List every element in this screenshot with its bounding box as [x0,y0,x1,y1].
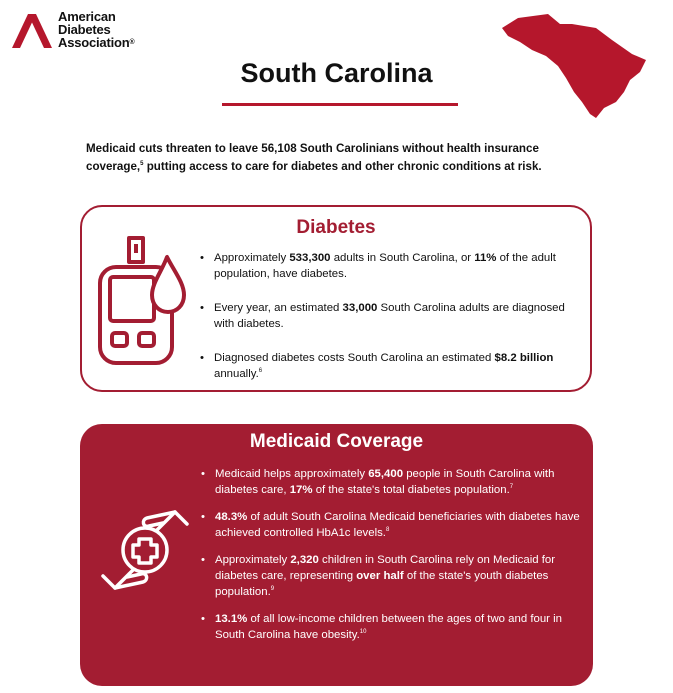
fact-text: adults in South Carolina, or [330,252,475,264]
footnote: 10 [359,629,367,636]
footnote: 7 [509,484,514,491]
diabetes-fact-diagnosed [200,300,575,332]
intro-text-2: putting access to care for diabetes and other chronic conditions at risk. [143,160,542,173]
fact-number: 65,400 [368,468,404,480]
medicaid-fact-obesity [201,611,586,643]
fact-text: Every year, an estimated [214,302,343,314]
medicaid-heading: Medicaid Coverage [249,431,424,452]
fact-text: Diagnosed diabetes costs South Carolina an estimated [214,352,495,364]
fact-text: of adult South Carolina Medicaid beneficiaries with diabetes have achieved controlled HbA1c levels. [215,511,580,539]
medicaid-fact-people [201,466,586,498]
diabetes-fact-cost [200,350,575,382]
intro-footnote: 5 [140,161,144,168]
logo-line-association: Association [58,35,130,50]
fact-text: annually. [214,368,259,380]
fact-text: people in South Carolina with diabetes care, [215,468,555,496]
fact-text: Approximately [215,554,291,566]
footnote: 9 [270,586,275,593]
fact-number: $8.2 billion [494,352,554,364]
fact-text: of the state's youth diabetes population. [215,570,549,598]
fact-number: over half [356,570,404,582]
fact-text: Medicaid helps approximately [215,468,369,480]
fact-text: South Carolina adults are diagnosed with diabetes. [214,302,565,330]
registered-mark: ® [129,39,135,46]
hands-medical-cross-icon [95,504,195,596]
diabetes-heading: Diabetes [296,217,376,238]
intro-text-1: Medicaid cuts threaten to leave 56,108 South Carolinians without health insurance coverage, [86,142,539,173]
footnote: 8 [385,527,390,534]
fact-text: Approximately [214,252,290,264]
diabetes-fact-adults [200,250,575,282]
title-underline [222,103,458,106]
fact-text: children in South Carolina rely on Medicaid for diabetes care, representing [215,554,556,582]
footnote: 6 [258,368,263,375]
ada-triangle-logo-icon [10,10,54,50]
ada-logo-text [58,10,134,49]
diabetes-facts-list [200,250,575,400]
intro-statement [86,140,596,176]
fact-number: 533,300 [289,252,331,264]
fact-number: 17% [289,484,313,496]
fact-text: of all low-income children between the ages of two and four in South Carolina have obesity. [215,613,563,641]
fact-number: 11% [474,252,497,264]
medicaid-coverage-card [80,424,593,686]
glucose-meter-icon [94,235,190,369]
fact-text: of the state's total diabetes population. [312,484,510,496]
fact-number: 33,000 [342,302,378,314]
diabetes-card [80,205,592,392]
medicaid-facts-list [201,466,586,654]
fact-text: of the adult population, have diabetes. [214,252,556,280]
ada-logo [10,10,134,50]
page-title: South Carolina [240,58,433,88]
fact-number: 2,320 [290,554,319,566]
medicaid-fact-children [201,552,586,600]
fact-number: 48.3% [215,511,248,523]
logo-line-diabetes: Diabetes [58,22,111,37]
logo-line-american: American [58,9,116,24]
medicaid-fact-hba1c [201,509,586,541]
fact-number: 13.1% [215,613,248,625]
